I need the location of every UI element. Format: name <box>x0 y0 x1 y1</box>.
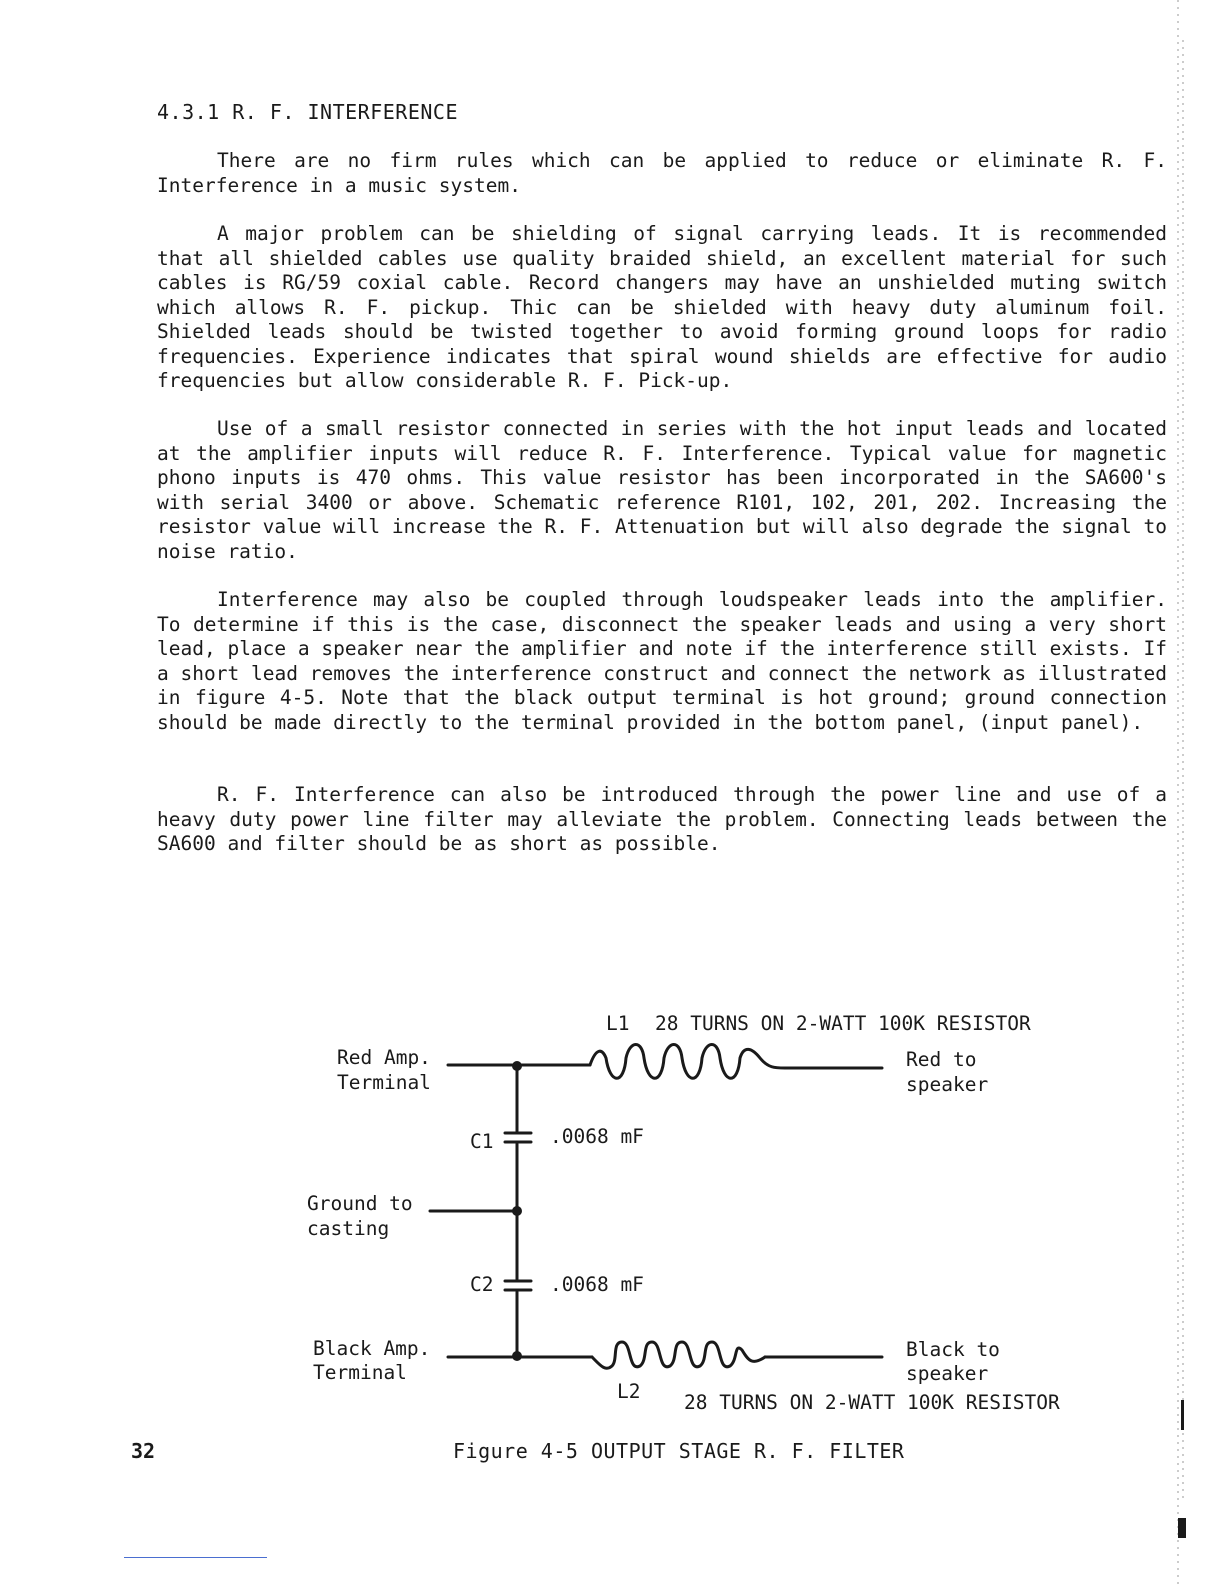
inductor-l1-coil <box>590 1045 785 1079</box>
junction-black <box>512 1351 522 1361</box>
l1-description: 28 TURNS ON 2-WATT 100K RESISTOR <box>655 1012 1031 1035</box>
l2-label: L2 <box>617 1380 641 1403</box>
c1-label: C1 <box>470 1130 494 1153</box>
red-speaker-label-line1: Red to <box>906 1048 977 1071</box>
inductor-l2-coil <box>592 1342 765 1368</box>
black-speaker-label-line2: speaker <box>906 1362 989 1385</box>
red-speaker-label-line2: speaker <box>906 1073 989 1096</box>
red-amp-label-line1: Red Amp. <box>337 1046 431 1069</box>
l2-description: 28 TURNS ON 2-WATT 100K RESISTOR <box>684 1391 1060 1414</box>
scan-edge-artifacts <box>1168 0 1188 1584</box>
red-amp-label-line2: Terminal <box>337 1071 431 1094</box>
paragraph-intro: There are no firm rules which can be applied to reduce or eliminate R. F. Interference in a music system. <box>157 149 1167 197</box>
ground-label-line1: Ground to <box>307 1192 413 1215</box>
paragraph-resistor: Use of a small resistor connected in series with the hot input leads and located at the amplifier inputs will reduce R. F. Interference. Typical value for magnetic phono inputs is 470 ohms. This value resistor has been incorporated in the SA600's with serial 3400 or above. Schematic reference R101, 102, 201, 202. Increasing the resistor value will increase the R. F. Attenuation but will also degrade the signal to noise ratio. <box>157 417 1167 563</box>
black-speaker-label-line1: Black to <box>906 1338 1000 1361</box>
l1-label: L1 <box>606 1012 630 1035</box>
black-amp-label-line1: Black Amp. <box>313 1337 431 1360</box>
junction-ground <box>512 1206 522 1216</box>
page-number: 32 <box>131 1439 156 1463</box>
paragraph-speaker-leads: Interference may also be coupled through loudspeaker leads into the amplifier. To determine if this is the case, disconnect the speaker leads and using a very short lead, place a speaker near the amplifier and note if the interference still exists. If a short lead removes the interference construct and connect the network as illustrated in figure 4-5. Note that the black output terminal is hot ground; ground connection should be made directly to the terminal provided in the bottom panel, (input panel). <box>157 588 1167 734</box>
section-heading: 4.3.1 R. F. INTERFERENCE <box>157 100 458 124</box>
c1-value: .0068 mF <box>550 1125 644 1148</box>
figure-caption: Figure 4-5 OUTPUT STAGE R. F. FILTER <box>453 1439 905 1463</box>
ground-label-line2: casting <box>307 1217 390 1240</box>
black-amp-label-line2: Terminal <box>313 1361 407 1384</box>
junction-red <box>512 1061 522 1071</box>
scan-artifact-line <box>124 1557 267 1558</box>
paragraph-power-line: R. F. Interference can also be introduced through the power line and use of a heavy duty power line filter may alleviate the problem. Connecting leads between the SA600 and filter should be as short as possible. <box>157 783 1167 855</box>
paragraph-shielding: A major problem can be shielding of signal carrying leads. It is recommended that all shielded cables use quality braided shield, an excellent material for such cables is RG/59 coxial cable. Record changers may have an unshielded muting switch which allows R. F. pickup. Thic can be shielded with heavy duty aluminum foil. Shielded leads should be twisted together to avoid forming ground loops for radio frequencies. Experience indicates that spiral wound shields are effective for audio frequencies but allow considerable R. F. Pick-up. <box>157 222 1167 392</box>
c2-label: C2 <box>470 1273 494 1296</box>
c2-value: .0068 mF <box>550 1273 644 1296</box>
